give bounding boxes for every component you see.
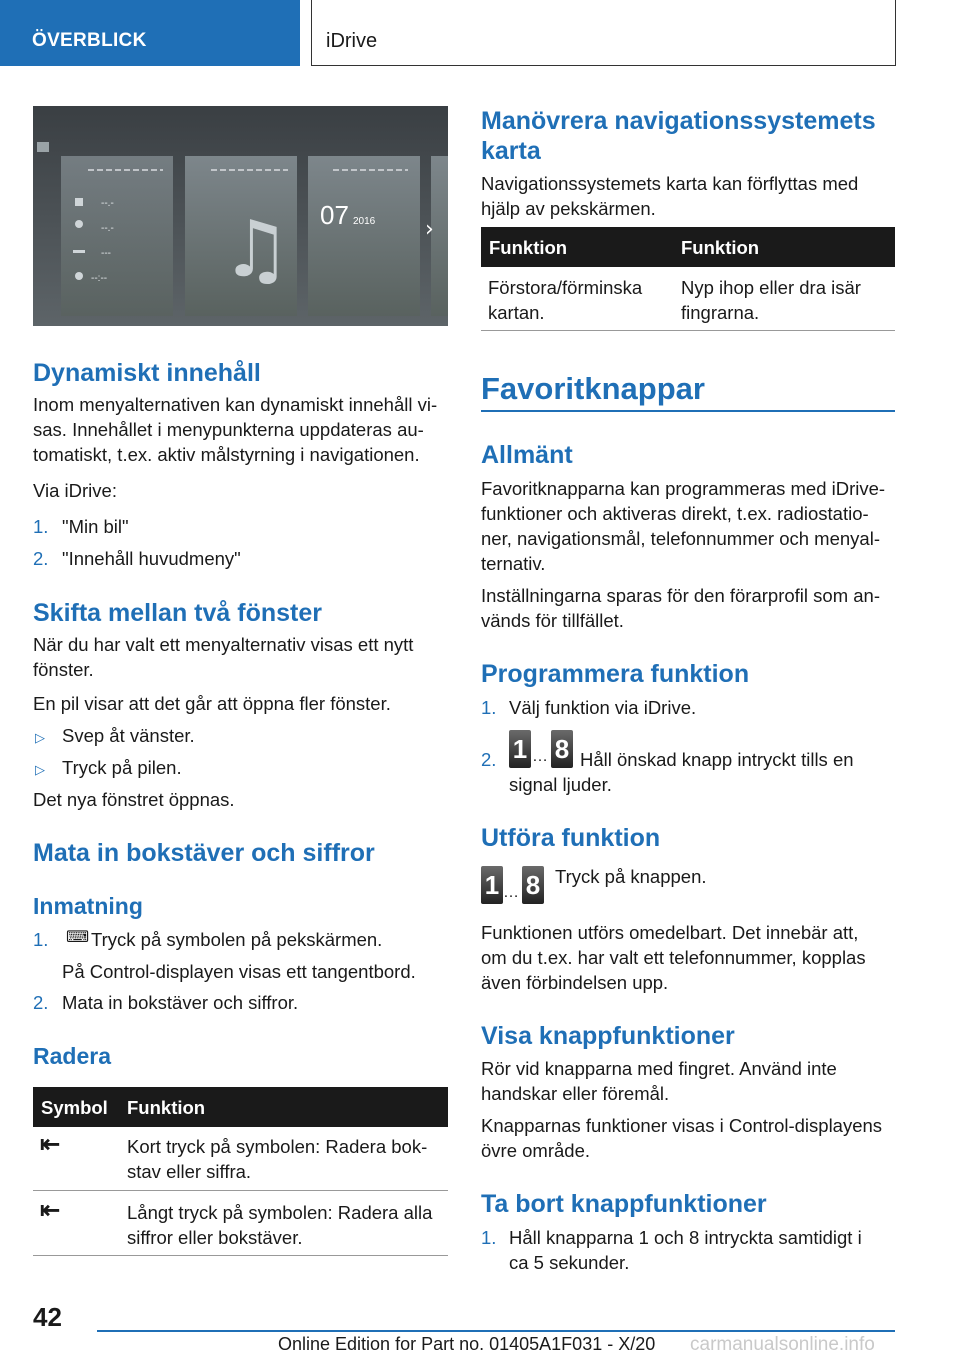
screen-row-2: --.-: [101, 223, 114, 234]
step-text: "Innehåll huvudmeny": [62, 548, 241, 569]
table-cell: siffror eller bokstäver.: [127, 1227, 303, 1248]
pil-text: En pil visar att det går att öppna fler fönster.: [33, 693, 391, 714]
favorite-button-8-icon: 8: [551, 730, 573, 768]
inst-line-1: Inställningarna sparas för den förarprofil som an-: [481, 585, 880, 606]
step-text: Håll önskad knapp intryckt tills en: [580, 749, 854, 770]
idrive-screen-graphic: [33, 106, 448, 326]
radera-table-header: [33, 1087, 448, 1127]
table-divider: [481, 330, 895, 331]
table-header-funktion: Funktion: [127, 1097, 206, 1118]
visa-line-2: handskar eller föremål.: [481, 1083, 670, 1104]
favorite-button-1-icon: 1: [481, 866, 503, 904]
heading-skifta: Skifta mellan två fönster: [33, 599, 322, 627]
screen-row-4: --:--: [91, 273, 108, 284]
allmant-line-1: Favoritknapparna kan programmeras med iDrive-: [481, 478, 886, 499]
table-header-funktion: Funktion: [489, 237, 568, 258]
section-label: ÖVERBLICK: [32, 30, 147, 51]
visa2-line-1: Knapparnas funktioner visas i Control-displayens: [481, 1115, 883, 1136]
step-number: 1.: [33, 929, 49, 950]
step-text: Välj funktion via iDrive.: [509, 697, 697, 718]
step-number: 1.: [33, 516, 49, 537]
idrive-screen-image: [33, 106, 448, 326]
bullet-text: Tryck på pilen.: [62, 757, 182, 778]
page-number: 42: [33, 1302, 62, 1332]
music-note-icon: ♫: [221, 205, 291, 295]
screen-row-3: ---: [101, 248, 111, 259]
step-text: Mata in bokstäver och siffror.: [62, 992, 299, 1013]
inst-line-2: vänds för tillfället.: [481, 610, 624, 631]
heading-underline: [481, 410, 895, 412]
utfora-text: Tryck på knappen.: [555, 866, 707, 887]
table-divider: [33, 1255, 448, 1256]
table-cell: fingrarna.: [681, 302, 760, 323]
step-subtext: På Control-displayen visas ett tangentbord.: [62, 961, 416, 982]
skifta-line-2: fönster.: [33, 659, 94, 680]
step-text: Tryck på symbolen på pekskärmen.: [91, 929, 383, 950]
triangle-bullet-icon: ▷: [35, 730, 45, 745]
favorite-button-1-icon: 1: [509, 730, 531, 768]
step-number: 2.: [33, 992, 49, 1013]
footer-rule: [97, 1330, 895, 1332]
watermark: carmanualsonline.info: [690, 1334, 875, 1355]
allmant-line-4: ternativ.: [481, 553, 546, 574]
table-header-symbol: Symbol: [41, 1097, 108, 1118]
heading-tabort: Ta bort knappfunktioner: [481, 1190, 767, 1218]
heading-manovrera-2: karta: [481, 137, 541, 165]
table-divider: [33, 1190, 448, 1191]
visa-line-1: Rör vid knapparna med fingret. Använd inte: [481, 1058, 837, 1079]
backspace-icon: ⇤: [40, 1131, 61, 1158]
table-cell: Kort tryck på symbolen: Radera bok-: [127, 1136, 428, 1157]
screen-date-day: 07: [320, 200, 349, 230]
heading-programmera: Programmera funktion: [481, 660, 750, 688]
keyboard-icon: ⌨: [66, 929, 90, 946]
table-cell: Förstora/förminska: [488, 277, 643, 298]
step-number: 2.: [481, 749, 497, 770]
step-text: "Min bil": [62, 516, 129, 537]
via-idrive: Via iDrive:: [33, 480, 117, 501]
allmant-line-2: funktioner och aktiveras direkt, t.ex. radiostatio-: [481, 503, 869, 524]
step-text: ca 5 sekunder.: [509, 1252, 630, 1273]
func-line-3: även förbindelsen upp.: [481, 972, 669, 993]
triangle-bullet-icon: ▷: [35, 762, 45, 777]
dyn-line-2: sas. Innehållet i menypunkterna uppdateras au-: [33, 419, 424, 440]
visa2-line-2: övre område.: [481, 1140, 590, 1161]
man-line-1: Navigationssystemets karta kan förflyttas med: [481, 173, 859, 194]
step-text: signal ljuder.: [509, 774, 612, 795]
ellipsis-text: …: [532, 748, 548, 765]
dyn-line-1: Inom menyalternativen kan dynamiskt innehåll vi-: [33, 394, 438, 415]
table-cell: kartan.: [488, 302, 545, 323]
heading-mata: Mata in bokstäver och siffror: [33, 839, 375, 867]
allmant-line-3: ner, navigationsmål, telefonnummer och menyal-: [481, 528, 880, 549]
chapter-box: [311, 0, 896, 66]
heading-favoritknappar: Favoritknappar: [481, 371, 705, 406]
favorite-button-8-icon: 8: [522, 866, 544, 904]
table-cell: stav eller siffra.: [127, 1161, 252, 1182]
heading-dynamiskt: Dynamiskt innehåll: [33, 359, 261, 387]
table-cell: Nyp ihop eller dra isär: [681, 277, 861, 298]
table-cell: Långt tryck på symbolen: Radera alla: [127, 1202, 433, 1223]
table-header-funktion: Funktion: [681, 237, 760, 258]
step-number: 1.: [481, 697, 497, 718]
chevron-right-icon: ›: [425, 217, 434, 242]
man-line-2: hjälp av pekskärmen.: [481, 198, 656, 219]
screen-date-year: 2016: [353, 216, 376, 227]
backspace-icon: ⇤: [40, 1197, 61, 1224]
footer-edition: Online Edition for Part no. 01405A1F031 - X/20: [278, 1334, 656, 1354]
step-text: Håll knapparna 1 och 8 intryckta samtidigt i: [509, 1227, 862, 1248]
nav-table-header: [481, 227, 895, 267]
dyn-line-3: tomatiskt, t.ex. aktiv målstyrning i navigationen.: [33, 444, 420, 465]
skifta-line-1: När du har valt ett menyalternativ visas ett nytt: [33, 634, 414, 655]
step-number: 2.: [33, 548, 49, 569]
ellipsis-text: …: [503, 884, 519, 901]
chapter-label: iDrive: [326, 30, 378, 52]
screen-row-1: --.-: [101, 198, 114, 209]
heading-inmatning: Inmatning: [33, 893, 143, 919]
section-tab: [0, 0, 300, 66]
heading-utfora: Utföra funktion: [481, 824, 661, 852]
bullet-text: Svep åt vänster.: [62, 725, 195, 746]
func-line-2: om du t.ex. har valt ett telefonnummer, kopplas: [481, 947, 866, 968]
heading-allmant: Allmänt: [481, 441, 573, 469]
heading-radera: Radera: [33, 1043, 111, 1069]
heading-manovrera: Manövrera navigationssystemets: [481, 107, 876, 135]
func-line-1: Funktionen utförs omedelbart. Det innebär att,: [481, 922, 859, 943]
step-number: 1.: [481, 1227, 497, 1248]
heading-visa: Visa knappfunktioner: [481, 1022, 735, 1050]
nytt-text: Det nya fönstret öppnas.: [33, 789, 235, 810]
